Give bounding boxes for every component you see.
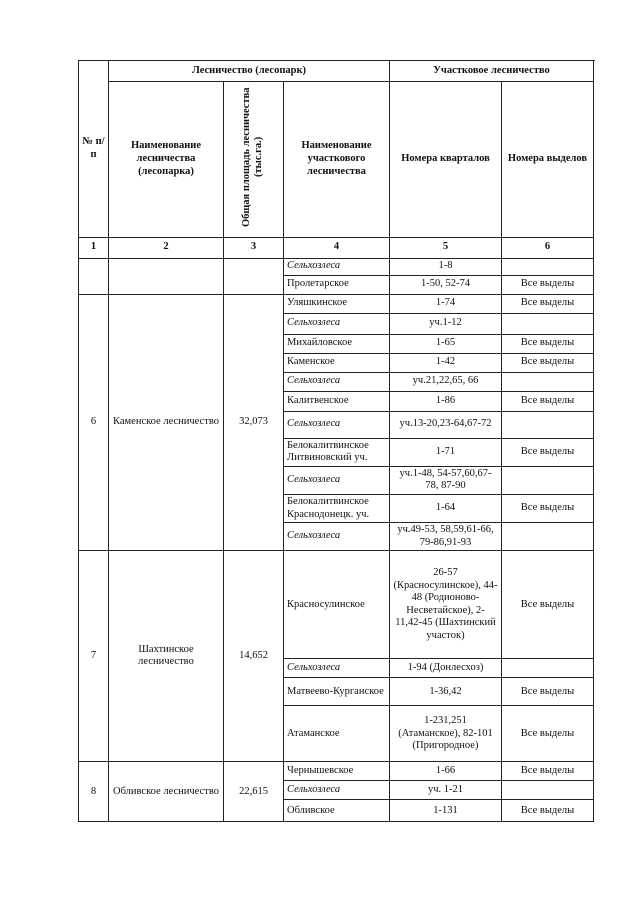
quarter-numbers: 1-50, 52-74 — [390, 275, 502, 294]
quarter-numbers: 1-94 (Донлесхоз) — [390, 659, 502, 678]
plot-numbers: Все выделы — [502, 494, 594, 522]
col-number: 6 — [502, 237, 594, 258]
quarter-numbers: уч.1-12 — [390, 313, 502, 334]
plot-numbers — [502, 258, 594, 275]
forestry-no — [79, 258, 109, 294]
forestry-area: 14,652 — [224, 551, 284, 762]
header-name: Наименование лесничества (лесопарка) — [109, 82, 224, 238]
forestry-no: 7 — [79, 551, 109, 762]
header-district-name: Наименование участкового лесничества — [284, 82, 390, 238]
plot-numbers: Все выделы — [502, 438, 594, 466]
quarter-numbers: 1-64 — [390, 494, 502, 522]
plot-numbers — [502, 372, 594, 391]
plot-numbers — [502, 466, 594, 494]
quarter-numbers: 1-65 — [390, 334, 502, 353]
quarter-numbers: уч.13-20,23-64,67-72 — [390, 411, 502, 438]
quarter-numbers: уч. 1-21 — [390, 781, 502, 800]
plot-numbers: Все выделы — [502, 353, 594, 372]
forestry-name: Каменское лесничество — [109, 294, 224, 551]
quarter-numbers: 1-71 — [390, 438, 502, 466]
forestry-name: Шахтинское лесничество — [109, 551, 224, 762]
forestry-no: 8 — [79, 762, 109, 822]
header-group-district: Участковое лесничество — [390, 61, 594, 82]
plot-numbers — [502, 313, 594, 334]
district-name: Сельхозлеса — [284, 659, 390, 678]
district-name: Белокалитвинское Литвиновский уч. — [284, 438, 390, 466]
plot-numbers: Все выделы — [502, 678, 594, 706]
col-number: 5 — [390, 237, 502, 258]
district-name: Обливское — [284, 800, 390, 822]
table-body — [79, 258, 594, 822]
plot-numbers: Все выделы — [502, 551, 594, 659]
district-name: Сельхозлеса — [284, 372, 390, 391]
plot-numbers: Все выделы — [502, 334, 594, 353]
plot-numbers — [502, 411, 594, 438]
district-name: Сельхозлеса — [284, 411, 390, 438]
district-name: Атаманское — [284, 706, 390, 762]
quarter-numbers: 1-86 — [390, 391, 502, 411]
table-row — [79, 258, 594, 275]
header-group-forestry: Лесничество (лесопарк) — [109, 61, 390, 82]
quarter-numbers: 1-231,251 (Атаманское), 82-101 (Пригородное) — [390, 706, 502, 762]
district-name: Михайловское — [284, 334, 390, 353]
header-quarters: Номера кварталов — [390, 82, 502, 238]
quarter-numbers: 1-66 — [390, 762, 502, 781]
plot-numbers — [502, 781, 594, 800]
district-name: Сельхозлеса — [284, 781, 390, 800]
quarter-numbers: 1-131 — [390, 800, 502, 822]
plot-numbers: Все выделы — [502, 762, 594, 781]
district-name: Уляшкинское — [284, 294, 390, 313]
district-name: Пролетарское — [284, 275, 390, 294]
col-number: 2 — [109, 237, 224, 258]
forestry-area: 32,073 — [224, 294, 284, 551]
col-number: 4 — [284, 237, 390, 258]
quarter-numbers: 26-57 (Красносулинское), 44-48 (Родионово-Несветайское), 2-11,42-45 (Шахтинский участок) — [390, 551, 502, 659]
forestry-area: 22,615 — [224, 762, 284, 822]
header-area: Общая площадь лесничества (тыс.га.) — [241, 87, 265, 227]
quarter-numbers: уч.1-48, 54-57,60,67-78, 87-90 — [390, 466, 502, 494]
quarter-numbers: 1-36,42 — [390, 678, 502, 706]
district-name: Сельхозлеса — [284, 466, 390, 494]
district-name: Каменское — [284, 353, 390, 372]
forestry-table — [78, 60, 594, 822]
table-row — [79, 551, 594, 659]
plot-numbers: Все выделы — [502, 294, 594, 313]
forestry-area — [224, 258, 284, 294]
plot-numbers — [502, 659, 594, 678]
plot-numbers: Все выделы — [502, 391, 594, 411]
header-plots: Номера выделов — [502, 82, 594, 238]
col-number: 3 — [224, 237, 284, 258]
col-number: 1 — [79, 237, 109, 258]
district-name: Сельхозлеса — [284, 523, 390, 551]
forestry-no: 6 — [79, 294, 109, 551]
district-name: Белокалитвинское Краснодонецк. уч. — [284, 494, 390, 522]
plot-numbers: Все выделы — [502, 800, 594, 822]
district-name: Сельхозлеса — [284, 258, 390, 275]
district-name: Красносулинское — [284, 551, 390, 659]
quarter-numbers: уч.49-53, 58,59,61-66, 79-86,91-93 — [390, 523, 502, 551]
table-row — [79, 294, 594, 313]
district-name: Матвеево-Курганское — [284, 678, 390, 706]
header-area-cell — [224, 82, 284, 238]
district-name: Сельхозлеса — [284, 313, 390, 334]
table-row — [79, 762, 594, 781]
plot-numbers — [502, 523, 594, 551]
plot-numbers: Все выделы — [502, 706, 594, 762]
quarter-numbers: 1-42 — [390, 353, 502, 372]
district-name: Чернышевское — [284, 762, 390, 781]
district-name: Калитвенское — [284, 391, 390, 411]
quarter-numbers: 1-8 — [390, 258, 502, 275]
header-no: № п/п — [79, 61, 109, 238]
forestry-name — [109, 258, 224, 294]
plot-numbers: Все выделы — [502, 275, 594, 294]
quarter-numbers: уч.21,22,65, 66 — [390, 372, 502, 391]
forestry-name: Обливское лесничество — [109, 762, 224, 822]
quarter-numbers: 1-74 — [390, 294, 502, 313]
